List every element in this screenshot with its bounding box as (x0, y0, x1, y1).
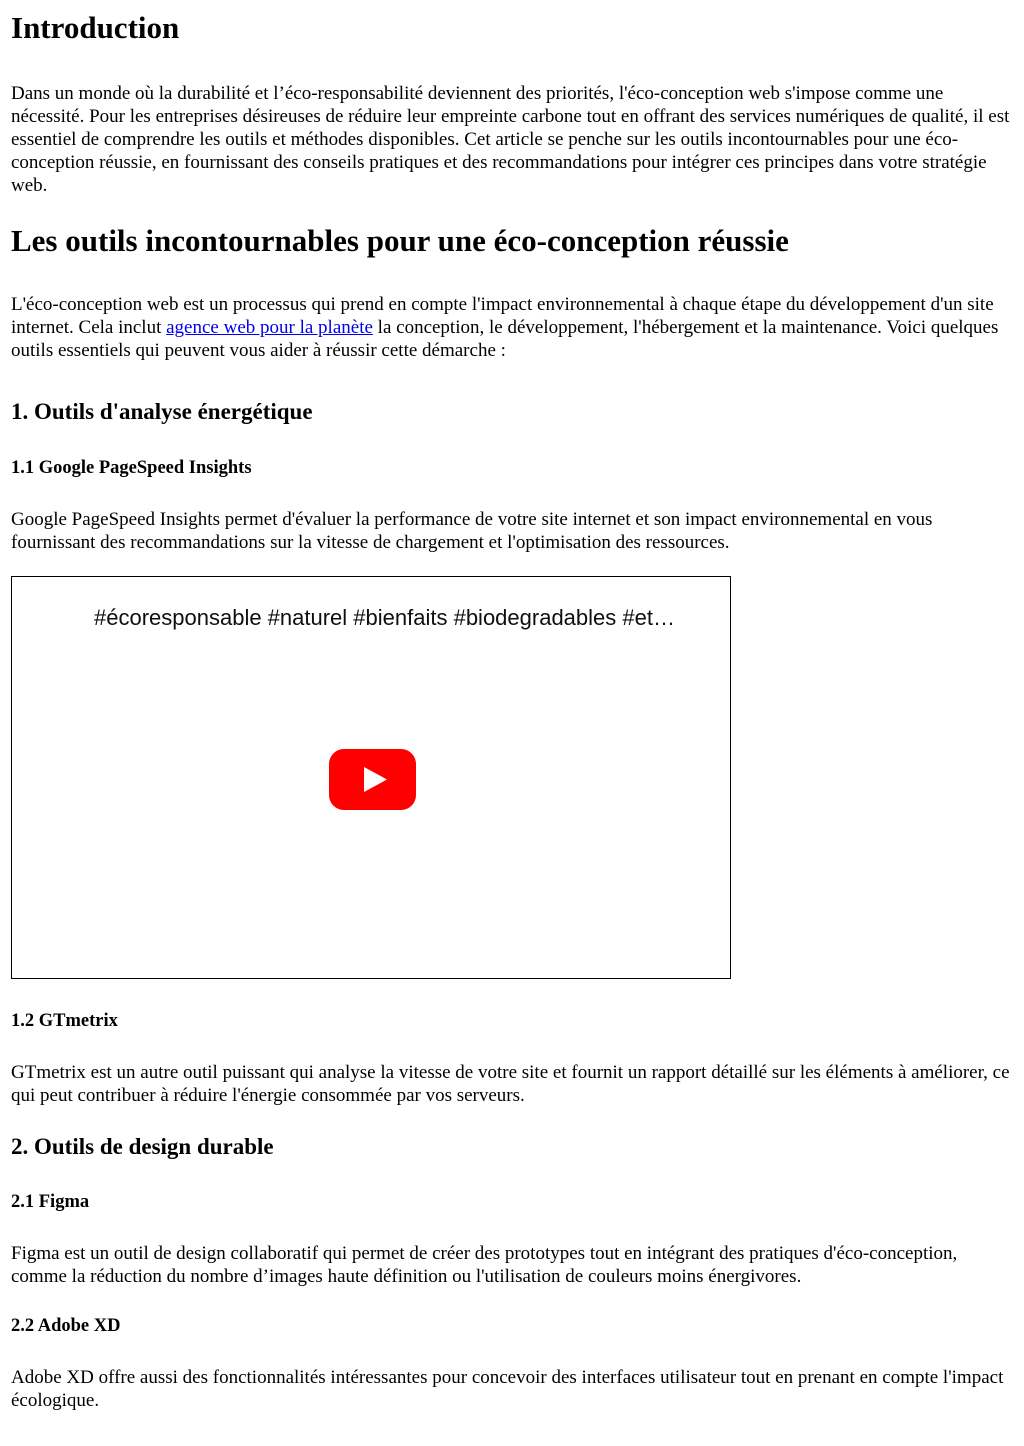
intro-paragraph: Dans un monde où la durabilité et l’éco-responsabilité deviennent des priorités, l'éco-conception web s'impose comme une nécessité. Pour les entreprises désireuses de réduire leur empreinte carbone tout en offrant des services numériques de qualité, il est essentiel de comprendre les outils et méthodes disponibles. Cet article se penche sur les outils incontournables pour une éco-conception réussie, en fournissant des conseils pratiques et des recommandations pour intégrer ces principes dans votre stratégie web. (11, 82, 1010, 196)
tools-paragraph-before-link: L'éco-conception web est un processus qui prend en compte l'impact environnemental à chaque étape du développement d'un site internet. Cela inclut (11, 294, 994, 339)
gtmetrix-paragraph: GTmetrix est un autre outil puissant qui analyse la vitesse de votre site et fournit un rapport détaillé sur les éléments à améliorer, ce qui peut contribuer à réduire l'énergie consommée par vos serveurs. (11, 1062, 1010, 1107)
figma-heading: 2.1 Figma (11, 1191, 90, 1212)
youtube-play-icon (329, 749, 416, 810)
tools-section-heading: Les outils incontournables pour une éco-conception réussie (11, 222, 789, 258)
adobexd-heading: 2.2 Adobe XD (11, 1316, 121, 1337)
tools-section-paragraph (11, 293, 1016, 362)
adobexd-paragraph: Adobe XD offre aussi des fonctionnalités intéressantes pour concevoir des interfaces utilisateur tout en prenant en compte l'impact écologique. (11, 1367, 1004, 1412)
video-embed[interactable] (11, 576, 731, 979)
design-tools-heading: 2. Outils de design durable (11, 1134, 274, 1160)
video-play-button[interactable] (329, 749, 416, 810)
gtmetrix-heading: 1.2 GTmetrix (11, 1011, 118, 1032)
energy-tools-heading: 1. Outils d'analyse énergétique (11, 399, 313, 425)
agence-web-link[interactable]: agence web pour la planète (166, 317, 373, 339)
video-title[interactable]: #écoresponsable #naturel #bienfaits #biodegradables #et… (94, 605, 675, 631)
figma-paragraph: Figma est un outil de design collaboratif qui permet de créer des prototypes tout en intégrant des pratiques d'éco-conception, comme la réduction du nombre d’images haute définition ou l'utilisation de couleurs moins énergivores. (11, 1243, 958, 1288)
pagespeed-paragraph: Google PageSpeed Insights permet d'évaluer la performance de votre site internet et son impact environnemental en vous fournissant des recommandations sur la vitesse de chargement et l'optimisation des ressources. (11, 509, 933, 554)
tools-paragraph-after-link: la conception, le développement, l'hébergement et la maintenance. Voici quelques outils essentiels qui peuvent vous aider à réussir cette démarche : (11, 317, 999, 362)
pagespeed-heading: 1.1 Google PageSpeed Insights (11, 457, 252, 478)
intro-heading: Introduction (11, 10, 180, 45)
